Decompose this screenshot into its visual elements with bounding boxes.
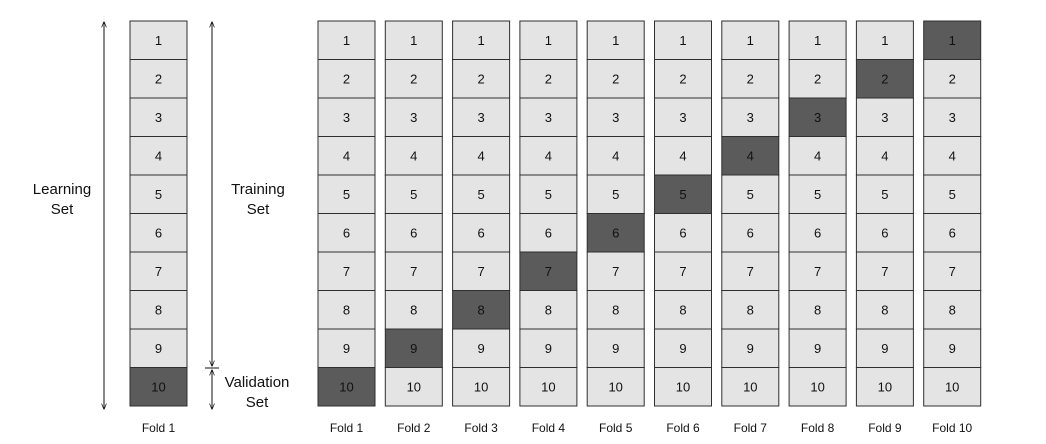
fold-3-block-label-5: 5 xyxy=(477,186,485,202)
fold-5-block-label-7: 7 xyxy=(612,263,620,279)
fold-4-block-label-2: 2 xyxy=(544,71,553,87)
fold-1-block-label-9: 9 xyxy=(342,340,351,356)
learning-set-block-label-5: 5 xyxy=(154,186,163,202)
fold-9-block-label-9: 9 xyxy=(881,340,889,356)
fold-7-block-label-2: 2 xyxy=(746,71,754,87)
learning-set-block-label-10: 10 xyxy=(151,379,166,395)
fold-1-column xyxy=(318,21,375,435)
learning-set-column xyxy=(130,21,187,435)
learning-set-block-label-1: 1 xyxy=(154,32,163,48)
fold-8-block-label-1: 1 xyxy=(813,32,822,48)
fold-5-block-label-10: 10 xyxy=(608,379,623,395)
fold-1-block-label-1: 1 xyxy=(342,32,351,48)
fold-5-caption: Fold 5 xyxy=(599,421,633,435)
fold-8-block-label-3: 3 xyxy=(813,109,822,125)
fold-6-block-label-3: 3 xyxy=(679,109,687,125)
fold-10-block-label-2: 2 xyxy=(948,71,956,87)
fold-9-block-label-3: 3 xyxy=(881,109,889,125)
fold-4-block-label-7: 7 xyxy=(544,263,553,279)
training-set-label-line1: Training xyxy=(231,181,285,198)
fold-8-column xyxy=(789,21,846,435)
learning-set-block-label-7: 7 xyxy=(154,263,163,279)
fold-4-caption: Fold 4 xyxy=(531,421,566,435)
fold-2-column xyxy=(385,21,442,435)
fold-4-block-label-10: 10 xyxy=(541,379,556,395)
fold-9-block-label-8: 8 xyxy=(881,302,889,318)
fold-7-block-label-5: 5 xyxy=(746,186,754,202)
fold-5-block-label-3: 3 xyxy=(612,109,620,125)
fold-3-block-label-4: 4 xyxy=(477,148,485,164)
fold-2-block-label-5: 5 xyxy=(410,186,418,202)
fold-6-block-label-8: 8 xyxy=(679,302,687,318)
fold-2-block-label-8: 8 xyxy=(410,302,418,318)
fold-1-block-label-3: 3 xyxy=(342,109,351,125)
fold-7-column xyxy=(722,21,779,435)
fold-5-block-label-1: 1 xyxy=(612,32,620,48)
fold-10-block-label-6: 6 xyxy=(948,225,956,241)
fold-7-block-label-4: 4 xyxy=(746,148,754,164)
fold-2-caption: Fold 2 xyxy=(397,421,431,435)
fold-6-block-label-10: 10 xyxy=(675,379,691,395)
fold-6-block-label-1: 1 xyxy=(679,32,687,48)
fold-6-block-label-6: 6 xyxy=(679,225,687,241)
fold-1-block-label-6: 6 xyxy=(342,225,351,241)
fold-7-block-label-3: 3 xyxy=(746,109,754,125)
fold-5-column xyxy=(587,21,644,435)
fold-4-block-label-4: 4 xyxy=(544,148,553,164)
fold-7-block-label-7: 7 xyxy=(746,263,754,279)
fold-7-caption: Fold 7 xyxy=(733,421,767,435)
fold-5-block-label-2: 2 xyxy=(612,71,620,87)
fold-6-block-label-7: 7 xyxy=(679,263,687,279)
fold-4-block-label-9: 9 xyxy=(544,340,553,356)
fold-1-block-label-10: 10 xyxy=(339,379,354,395)
fold-3-block-label-2: 2 xyxy=(477,71,485,87)
fold-10-block-label-9: 9 xyxy=(948,340,956,356)
fold-9-block-label-7: 7 xyxy=(881,263,889,279)
fold-9-block-label-5: 5 xyxy=(881,186,889,202)
training-set-label-line2: Set xyxy=(246,201,270,218)
fold-2-block-label-2: 2 xyxy=(410,71,418,87)
fold-6-block-label-5: 5 xyxy=(679,186,687,202)
fold-3-block-label-8: 8 xyxy=(477,302,485,318)
fold-2-block-label-9: 9 xyxy=(410,340,418,356)
learning-set-block-label-2: 2 xyxy=(154,71,163,87)
fold-9-block-label-2: 2 xyxy=(881,71,889,87)
fold-7-block-label-10: 10 xyxy=(743,379,758,395)
fold-6-column xyxy=(655,21,712,435)
fold-6-block-label-4: 4 xyxy=(679,148,687,164)
fold-4-block-label-6: 6 xyxy=(544,225,553,241)
fold-5-block-label-9: 9 xyxy=(612,340,620,356)
fold-4-block-label-5: 5 xyxy=(544,186,553,202)
validation-set-label-line1: Validation xyxy=(224,374,290,391)
fold-3-column xyxy=(453,21,510,435)
fold-8-block-label-7: 7 xyxy=(813,263,822,279)
fold-2-block-label-4: 4 xyxy=(410,148,418,164)
fold-3-caption: Fold 3 xyxy=(464,421,498,435)
fold-9-caption: Fold 9 xyxy=(868,421,902,435)
fold-1-block-label-4: 4 xyxy=(342,148,351,164)
fold-4-column xyxy=(520,21,577,435)
fold-6-block-label-9: 9 xyxy=(679,340,687,356)
fold-6-block-label-2: 2 xyxy=(679,71,687,87)
fold-5-block-label-6: 6 xyxy=(612,225,620,241)
fold-6-caption: Fold 6 xyxy=(666,421,700,435)
fold-10-block-label-3: 3 xyxy=(948,109,956,125)
fold-1-block-label-8: 8 xyxy=(342,302,351,318)
learning-set-block-label-6: 6 xyxy=(154,225,163,241)
fold-3-block-label-9: 9 xyxy=(477,340,485,356)
fold-3-block-label-3: 3 xyxy=(477,109,485,125)
fold-1-block-label-7: 7 xyxy=(342,263,351,279)
fold-10-block-label-1: 1 xyxy=(948,32,956,48)
validation-set-label-line2: Set xyxy=(245,394,269,411)
fold-3-block-label-10: 10 xyxy=(473,379,489,395)
fold-9-block-label-6: 6 xyxy=(881,225,889,241)
fold-8-block-label-5: 5 xyxy=(813,186,822,202)
fold-7-block-label-1: 1 xyxy=(746,32,754,48)
fold-5-block-label-5: 5 xyxy=(612,186,620,202)
fold-9-block-label-1: 1 xyxy=(881,32,889,48)
fold-2-block-label-1: 1 xyxy=(410,32,418,48)
fold-10-block-label-10: 10 xyxy=(944,379,960,395)
fold-3-block-label-6: 6 xyxy=(477,225,485,241)
fold-3-block-label-7: 7 xyxy=(477,263,485,279)
fold-8-block-label-10: 10 xyxy=(810,379,825,395)
fold-8-block-label-9: 9 xyxy=(813,340,822,356)
fold-7-block-label-6: 6 xyxy=(746,225,754,241)
fold-1-block-label-2: 2 xyxy=(342,71,351,87)
learning-set-block-label-3: 3 xyxy=(154,109,163,125)
fold-10-caption: Fold 10 xyxy=(932,421,973,435)
fold-10-block-label-8: 8 xyxy=(948,302,956,318)
fold-2-block-label-6: 6 xyxy=(410,225,418,241)
fold-8-block-label-6: 6 xyxy=(813,225,822,241)
fold-4-block-label-8: 8 xyxy=(544,302,553,318)
learning-set-block-label-8: 8 xyxy=(154,302,163,318)
fold-1-caption: Fold 1 xyxy=(329,421,364,435)
fold-7-block-label-8: 8 xyxy=(746,302,754,318)
fold-10-block-label-5: 5 xyxy=(948,186,956,202)
fold-10-block-label-7: 7 xyxy=(948,263,956,279)
fold-10-block-label-4: 4 xyxy=(948,148,956,164)
learning-set-label-line2: Set xyxy=(50,201,74,218)
fold-5-block-label-8: 8 xyxy=(612,302,620,318)
fold-10-column xyxy=(924,21,981,435)
fold-2-block-label-3: 3 xyxy=(410,109,418,125)
fold-5-block-label-4: 4 xyxy=(612,148,620,164)
fold-8-block-label-2: 2 xyxy=(813,71,822,87)
fold-8-block-label-4: 4 xyxy=(813,148,822,164)
learning-set-caption: Fold 1 xyxy=(141,421,176,435)
fold-1-block-label-5: 5 xyxy=(342,186,351,202)
fold-2-block-label-7: 7 xyxy=(410,263,418,279)
learning-set-block-label-9: 9 xyxy=(154,340,163,356)
fold-8-caption: Fold 8 xyxy=(800,421,835,435)
fold-7-block-label-9: 9 xyxy=(746,340,754,356)
fold-4-block-label-1: 1 xyxy=(544,32,553,48)
fold-9-block-label-10: 10 xyxy=(877,379,893,395)
fold-9-column xyxy=(856,21,913,435)
fold-columns xyxy=(130,21,981,435)
learning-set-label-line1: Learning xyxy=(32,181,92,198)
fold-3-block-label-1: 1 xyxy=(477,32,485,48)
fold-8-block-label-8: 8 xyxy=(813,302,822,318)
fold-4-block-label-3: 3 xyxy=(544,109,553,125)
fold-2-block-label-10: 10 xyxy=(406,379,422,395)
fold-9-block-label-4: 4 xyxy=(881,148,889,164)
learning-set-block-label-4: 4 xyxy=(154,148,163,164)
